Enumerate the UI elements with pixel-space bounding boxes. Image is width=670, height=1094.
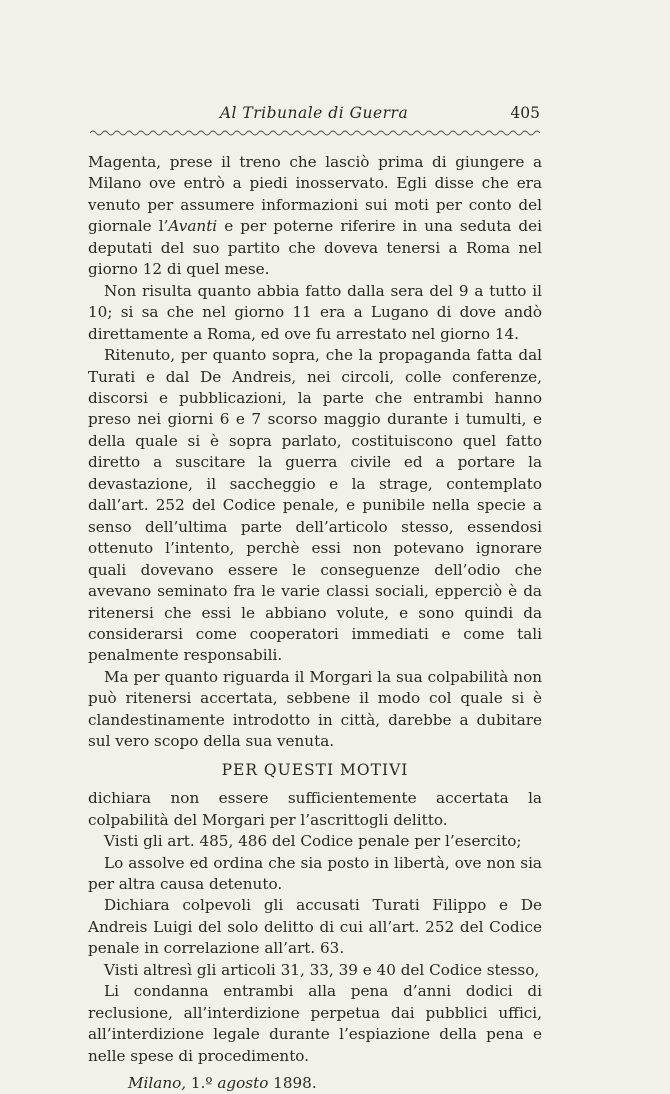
signature-month: agosto (217, 1074, 269, 1093)
signature-line (88, 1073, 542, 1094)
verdict-paragraph: Li condanna entrambi alla pena d’anni dodici di reclusione, all’interdizione perpetua dai pubblici uffici, all’interdizione legale durante l’espiazione della pena e nelle spese di procedimento. (88, 982, 542, 1065)
verdict-paragraph: Lo assolve ed ordina che sia posto in libertà, ove non sia per altra causa detenuto. (88, 853, 542, 893)
running-title: Al Tribunale di Guerra (219, 104, 409, 122)
verdict-paragraph: Visti gli art. 485, 486 del Codice penale per l’esercito; (104, 832, 522, 851)
signature-year: 1898. (273, 1074, 317, 1093)
paragraph-text: e per poterne riferire in una seduta dei deputati del suo partito che doveva tenersi a Roma nel giorno 12 di quel mese. (88, 217, 542, 279)
paragraph: Ritenuto, per quanto sopra, che la propaganda fatta dal Turati e dal De Andreis, nei circoli, colle conferenze, discorsi e pubblicazioni, la parte che entrambi hanno preso nei giorni 6 e 7 scorso maggio durante i tumulti, e della quale si è sopra parlato, costituiscono quel fatto diretto a suscitare la guerra civile ed a portare la devastazione, il saccheggio e la strage, contemplato dall’art. 252 del Codice penale, e punibile nella specie a senso dell’ultima parte dell’articolo stesso, essendosi ottenuto l’intento, perchè essi non potevano ignorare quali dovevano essere le conseguenze dell’odio che avevano seminato fra le varie classi sociali, epperciò è da ritenersi che essi le abbiano volute, e sono quindi da considerarsi come cooperatori immediati e come tali penalmente responsabili. (88, 346, 542, 665)
paragraph-text: Magenta, prese il treno che lasciò prima di giungere a Milano ove entrò a piedi inosservato. Egli disse che era venuto per assumere informazioni sui moti per conto del giornale l’ (88, 153, 542, 236)
page-number: 405 (510, 104, 540, 122)
newspaper-title: Avanti (168, 217, 218, 236)
verdict-paragraph: Dichiara colpevoli gli accusati Turati Filippo e De Andreis Luigi del solo delitto di cui all’art. 252 del Codice penale in correlazione all’art. 63. (88, 896, 542, 958)
paragraph-continuation (88, 152, 542, 281)
signature-day: 1.º (190, 1074, 213, 1093)
wavy-rule-ornament (90, 127, 540, 139)
signature-place: Milano, (128, 1074, 187, 1093)
running-head (88, 104, 540, 126)
section-heading: PER QUESTI MOTIVI (221, 760, 409, 779)
paragraph: Non risulta quanto abbia fatto dalla sera del 9 a tutto il 10; si sa che nel giorno 11 era a Lugano di dove andò direttamente a Roma, ed ove fu arrestato nel giorno 14. (88, 281, 542, 343)
paragraph: Ma per quanto riguarda il Morgari la sua colpabilità non può ritenersi accertata, sebbene il modo col quale si è clandestinamente introdotto in città, darebbe a dubitare sul vero scopo della sua venuta. (88, 667, 542, 751)
body-text (88, 152, 542, 1094)
verdict-paragraph: Visti altresì gli articoli 31, 33, 39 e 40 del Codice stesso, (104, 960, 540, 979)
verdict-paragraph: dichiara non essere sufficientemente accertata la colpabilità del Morgari per l’ascrittogli delitto. (88, 789, 542, 829)
